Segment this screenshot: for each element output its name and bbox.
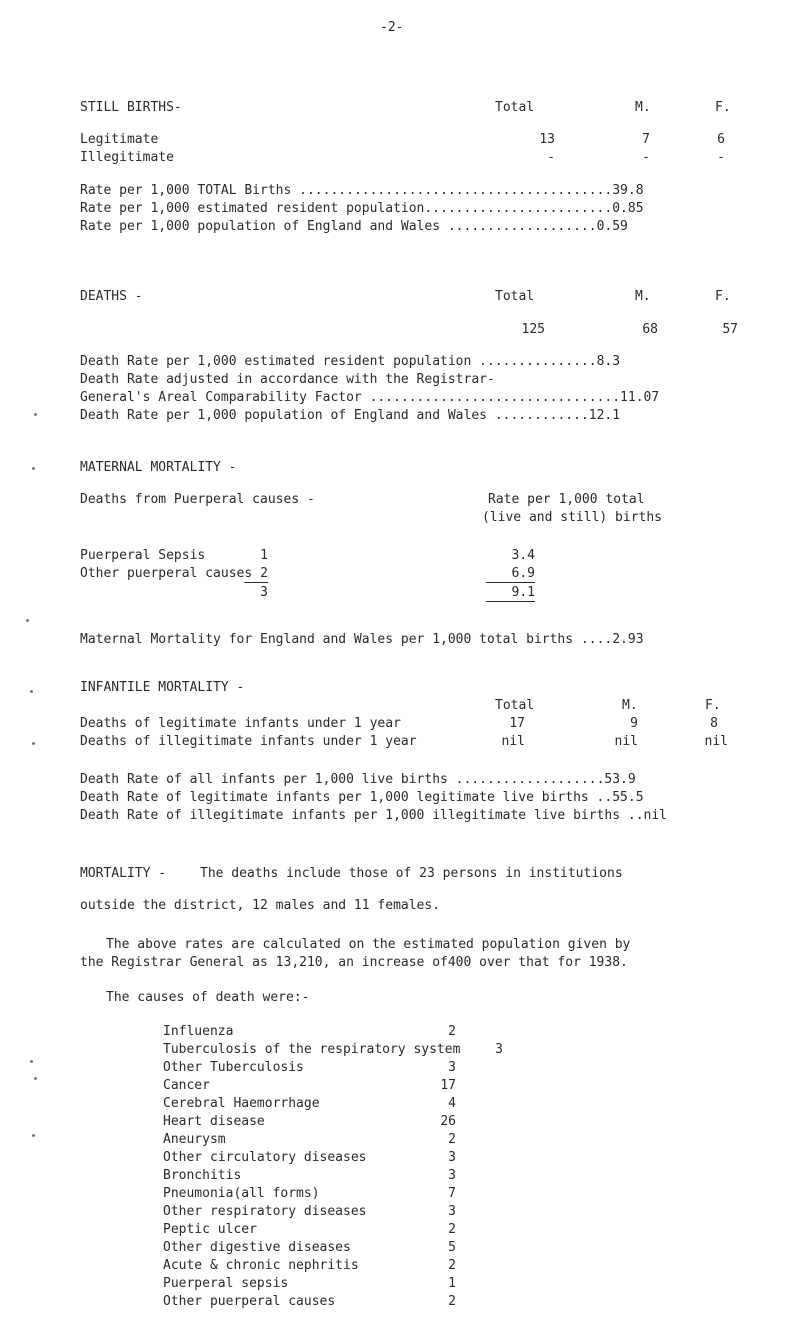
- cause-count: 2: [448, 1024, 456, 1039]
- cause-label: Other circulatory diseases: [163, 1150, 367, 1165]
- dot-leader: ............: [487, 408, 589, 423]
- rate-label-line1: Death Rate adjusted in accordance with the Registrar-: [80, 372, 495, 387]
- cause-label: Other puerperal causes: [163, 1294, 336, 1309]
- col-header-m: M.: [622, 698, 638, 713]
- rate-value: 55.5: [612, 790, 644, 805]
- rate-label: Death Rate of all infants per 1,000 live births: [80, 772, 448, 787]
- dot-leader: ..: [620, 808, 644, 823]
- rate-line: [80, 790, 644, 806]
- rate-label: Rate per 1,000 estimated resident population: [80, 201, 425, 216]
- dot-leader: ...................: [440, 219, 597, 234]
- cause-count: 17: [440, 1078, 456, 1093]
- row-m: -: [642, 150, 650, 165]
- mortality-paragraph-line: The deaths include those of 23 persons in institutions: [200, 866, 623, 881]
- cause-count: 2: [448, 1222, 456, 1237]
- deaths-m: 68: [642, 322, 658, 337]
- rate-header: (live and still) births: [482, 510, 663, 525]
- page-number: -2-: [380, 20, 404, 35]
- cause-label: Influenza: [163, 1024, 234, 1039]
- cause-count: 3: [448, 1060, 456, 1075]
- infantile-heading: INFANTILE MORTALITY -: [80, 680, 245, 695]
- row-count: 2: [244, 566, 268, 583]
- population-note-line: the Registrar General as 13,210, an increase of400 over that for 1938.: [80, 955, 628, 970]
- mortality-heading: MORTALITY -: [80, 866, 167, 881]
- row-f: -: [717, 150, 725, 165]
- row-m: 7: [642, 132, 650, 147]
- maternal-heading: MATERNAL MORTALITY -: [80, 460, 237, 475]
- row-label: Other puerperal causes: [80, 566, 253, 581]
- cause-label: Heart disease: [163, 1114, 265, 1129]
- rate-value: nil: [643, 808, 668, 823]
- dot-leader: ....: [573, 632, 613, 647]
- rate-line: [80, 632, 644, 648]
- rate-value: 0.85: [612, 201, 644, 216]
- rate-value: 0.59: [596, 219, 628, 234]
- cause-label: Bronchitis: [163, 1168, 242, 1183]
- causes-intro: The causes of death were:-: [106, 990, 310, 1005]
- row-rate: 3.4: [511, 548, 535, 563]
- deaths-f: 57: [722, 322, 738, 337]
- cause-label: Acute & chronic nephritis: [163, 1258, 359, 1273]
- cause-label: Other digestive diseases: [163, 1240, 351, 1255]
- col-header-f: F.: [705, 698, 721, 713]
- row-label: Puerperal Sepsis: [80, 548, 206, 563]
- rate-value: 12.1: [588, 408, 621, 423]
- rate-label: Death Rate of illegitimate infants per 1,000 illegitimate live births: [80, 808, 621, 823]
- deaths-total: 125: [521, 322, 545, 337]
- rate-label: Death Rate of legitimate infants per 1,000 legitimate live births: [80, 790, 589, 805]
- scan-speck: [32, 742, 35, 745]
- row-label: Deaths of illegitimate infants under 1 year: [80, 734, 417, 749]
- rate-line: [80, 219, 628, 235]
- cause-label: Puerperal sepsis: [163, 1276, 289, 1291]
- scan-speck: [34, 413, 37, 416]
- dot-leader: ...................: [447, 772, 605, 787]
- dot-leader: ........................: [424, 201, 613, 216]
- scan-speck: [32, 467, 35, 470]
- row-label: Deaths of legitimate infants under 1 year: [80, 716, 401, 731]
- mortality-paragraph-line: outside the district, 12 males and 11 females.: [80, 898, 441, 913]
- row-label: Illegitimate: [80, 150, 174, 165]
- stillbirths-heading: STILL BIRTHS-: [80, 100, 182, 115]
- dot-leader: ...............: [471, 354, 597, 369]
- cause-count: 2: [448, 1258, 456, 1273]
- cause-count: 5: [448, 1240, 456, 1255]
- dot-leader: ..: [588, 790, 613, 805]
- cause-count: 3: [448, 1168, 456, 1183]
- rate-line: [80, 408, 620, 424]
- causes-label: Deaths from Puerperal causes -: [80, 492, 315, 507]
- rate-value: 2.93: [612, 632, 644, 647]
- rate-line: [80, 390, 659, 406]
- scan-speck: [30, 690, 33, 693]
- col-header-total: Total: [495, 698, 535, 713]
- rate-line: [80, 201, 644, 217]
- cause-label: Cerebral Haemorrhage: [163, 1096, 320, 1111]
- cause-label: Other respiratory diseases: [163, 1204, 367, 1219]
- col-header-f: F.: [715, 100, 731, 115]
- dot-leader: ........................................: [291, 183, 613, 198]
- cause-count: 3: [495, 1042, 503, 1057]
- cause-count: 26: [440, 1114, 456, 1129]
- rate-label: General's Areal Comparability Factor: [80, 390, 362, 405]
- col-header-f: F.: [715, 289, 731, 304]
- total-count: 3: [260, 585, 268, 600]
- col-header-m: M.: [635, 289, 651, 304]
- deaths-heading: DEATHS -: [80, 289, 143, 304]
- col-header-m: M.: [635, 100, 651, 115]
- scan-speck: [26, 619, 29, 622]
- row-label: Legitimate: [80, 132, 159, 147]
- cause-label: Other Tuberculosis: [163, 1060, 304, 1075]
- row-total: 13: [539, 132, 555, 147]
- row-total: nil: [501, 734, 525, 749]
- cause-count: 2: [448, 1132, 456, 1147]
- rate-line: [80, 354, 620, 370]
- cause-count: 2: [448, 1294, 456, 1309]
- rate-header: Rate per 1,000 total: [488, 492, 645, 507]
- cause-label: Tuberculosis of the respiratory system: [163, 1042, 461, 1057]
- cause-count: 3: [448, 1204, 456, 1219]
- cause-count: 1: [448, 1276, 456, 1291]
- rate-line: [80, 808, 667, 824]
- row-m: nil: [614, 734, 638, 749]
- cause-count: 3: [448, 1150, 456, 1165]
- row-rate: 6.9: [486, 566, 535, 583]
- total-rate: 9.1: [486, 585, 535, 602]
- row-total: 17: [509, 716, 525, 731]
- row-f: 6: [717, 132, 725, 147]
- col-header-total: Total: [495, 289, 535, 304]
- rate-label: Rate per 1,000 population of England and Wales: [80, 219, 441, 234]
- rate-label: Maternal Mortality for England and Wales per 1,000 total births: [80, 632, 574, 647]
- row-m: 9: [630, 716, 638, 731]
- col-header-total: Total: [495, 100, 535, 115]
- cause-count: 4: [448, 1096, 456, 1111]
- rate-label: Death Rate per 1,000 population of England and Wales: [80, 408, 487, 423]
- cause-label: Aneurysm: [163, 1132, 226, 1147]
- rate-value: 53.9: [604, 772, 636, 787]
- population-note-line: The above rates are calculated on the estimated population given by: [106, 937, 631, 952]
- row-total: -: [547, 150, 555, 165]
- row-f: 8: [710, 716, 718, 731]
- rate-value: 39.8: [612, 183, 644, 198]
- dot-leader: ................................: [361, 390, 621, 405]
- scan-speck: [30, 1060, 33, 1063]
- row-f: nil: [704, 734, 728, 749]
- cause-label: Pneumonia(all forms): [163, 1186, 320, 1201]
- scan-speck: [34, 1077, 37, 1080]
- scan-speck: [32, 1134, 35, 1137]
- cause-label: Cancer: [163, 1078, 210, 1093]
- rate-label: Rate per 1,000 TOTAL Births: [80, 183, 292, 198]
- cause-count: 7: [448, 1186, 456, 1201]
- rate-value: 11.07: [620, 390, 660, 405]
- row-count: 1: [260, 548, 268, 563]
- rate-label: Death Rate per 1,000 estimated resident population: [80, 354, 472, 369]
- rate-value: 8.3: [596, 354, 621, 369]
- rate-line: [80, 772, 636, 788]
- cause-label: Peptic ulcer: [163, 1222, 257, 1237]
- rate-line: [80, 183, 644, 199]
